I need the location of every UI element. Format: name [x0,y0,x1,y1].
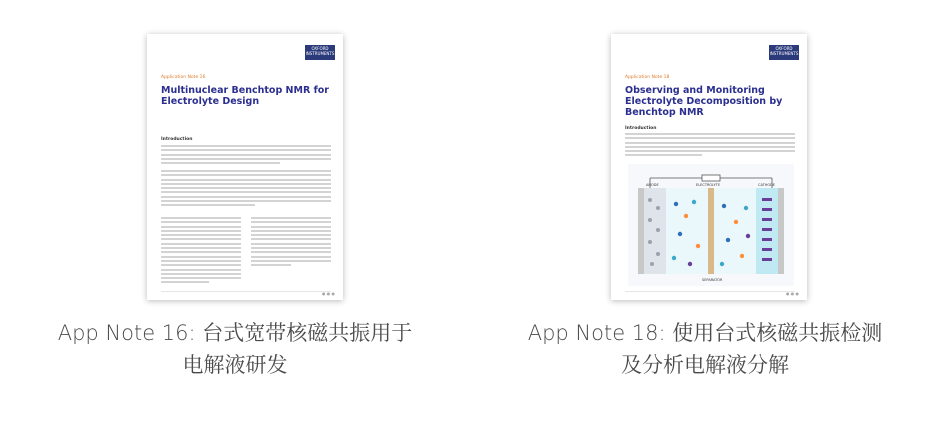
footer-divider [625,291,795,292]
anode-current-collector [638,188,644,274]
document-thumbnail-app-note-16[interactable] [147,34,343,300]
body-text-block-2 [161,170,331,209]
application-note-label: Application Note 16 [161,75,206,80]
introduction-heading: Introduction [161,137,193,142]
caption-app-note-16[interactable] [0,317,470,381]
anode-label: ANODE [646,183,659,187]
resistor-icon [702,175,720,181]
cathode-current-collector [778,188,784,274]
caption-line-1: App Note 18: 使用台式核磁共振检测 [527,321,883,345]
document-thumbnail-app-note-18[interactable] [611,34,807,300]
separator-label: SEPARATOR [702,278,723,282]
body-text-block-1 [161,145,331,166]
application-note-label: Application Note 18 [625,75,670,80]
app-note-16-card[interactable] [0,0,470,429]
caption-app-note-18[interactable] [470,317,940,381]
footer-divider [161,291,331,292]
caption-line-2: 电解液研发 [182,353,288,377]
separator-layer [708,188,714,274]
body-text-column-left [161,217,241,286]
body-text-column-right [251,217,331,269]
oxford-instruments-logo: OXFORD INSTRUMENTS [305,45,335,60]
caption-line-1: App Note 16: 台式宽带核磁共振用于 [57,321,413,345]
document-title: Observing and Monitoring Electrolyte Decomposition by Benchtop NMR [625,85,783,118]
app-note-18-card[interactable] [470,0,940,429]
oxford-instruments-logo: OXFORD INSTRUMENTS [769,45,799,60]
anode-layer [644,188,666,274]
cathode-label: CATHODE [758,183,775,187]
introduction-heading: Introduction [625,126,657,131]
body-text-block [625,133,795,159]
caption-line-2: 及分析电解液分解 [621,353,789,377]
electrolyte-label: ELECTROLYTE [696,183,721,187]
battery-cell-diagram [628,164,794,286]
document-title: Multinuclear Benchtop NMR for Electrolyte Design [161,85,329,107]
page-indicator: ● ● ● [785,291,799,296]
page-indicator: ● ● ● [321,291,335,296]
